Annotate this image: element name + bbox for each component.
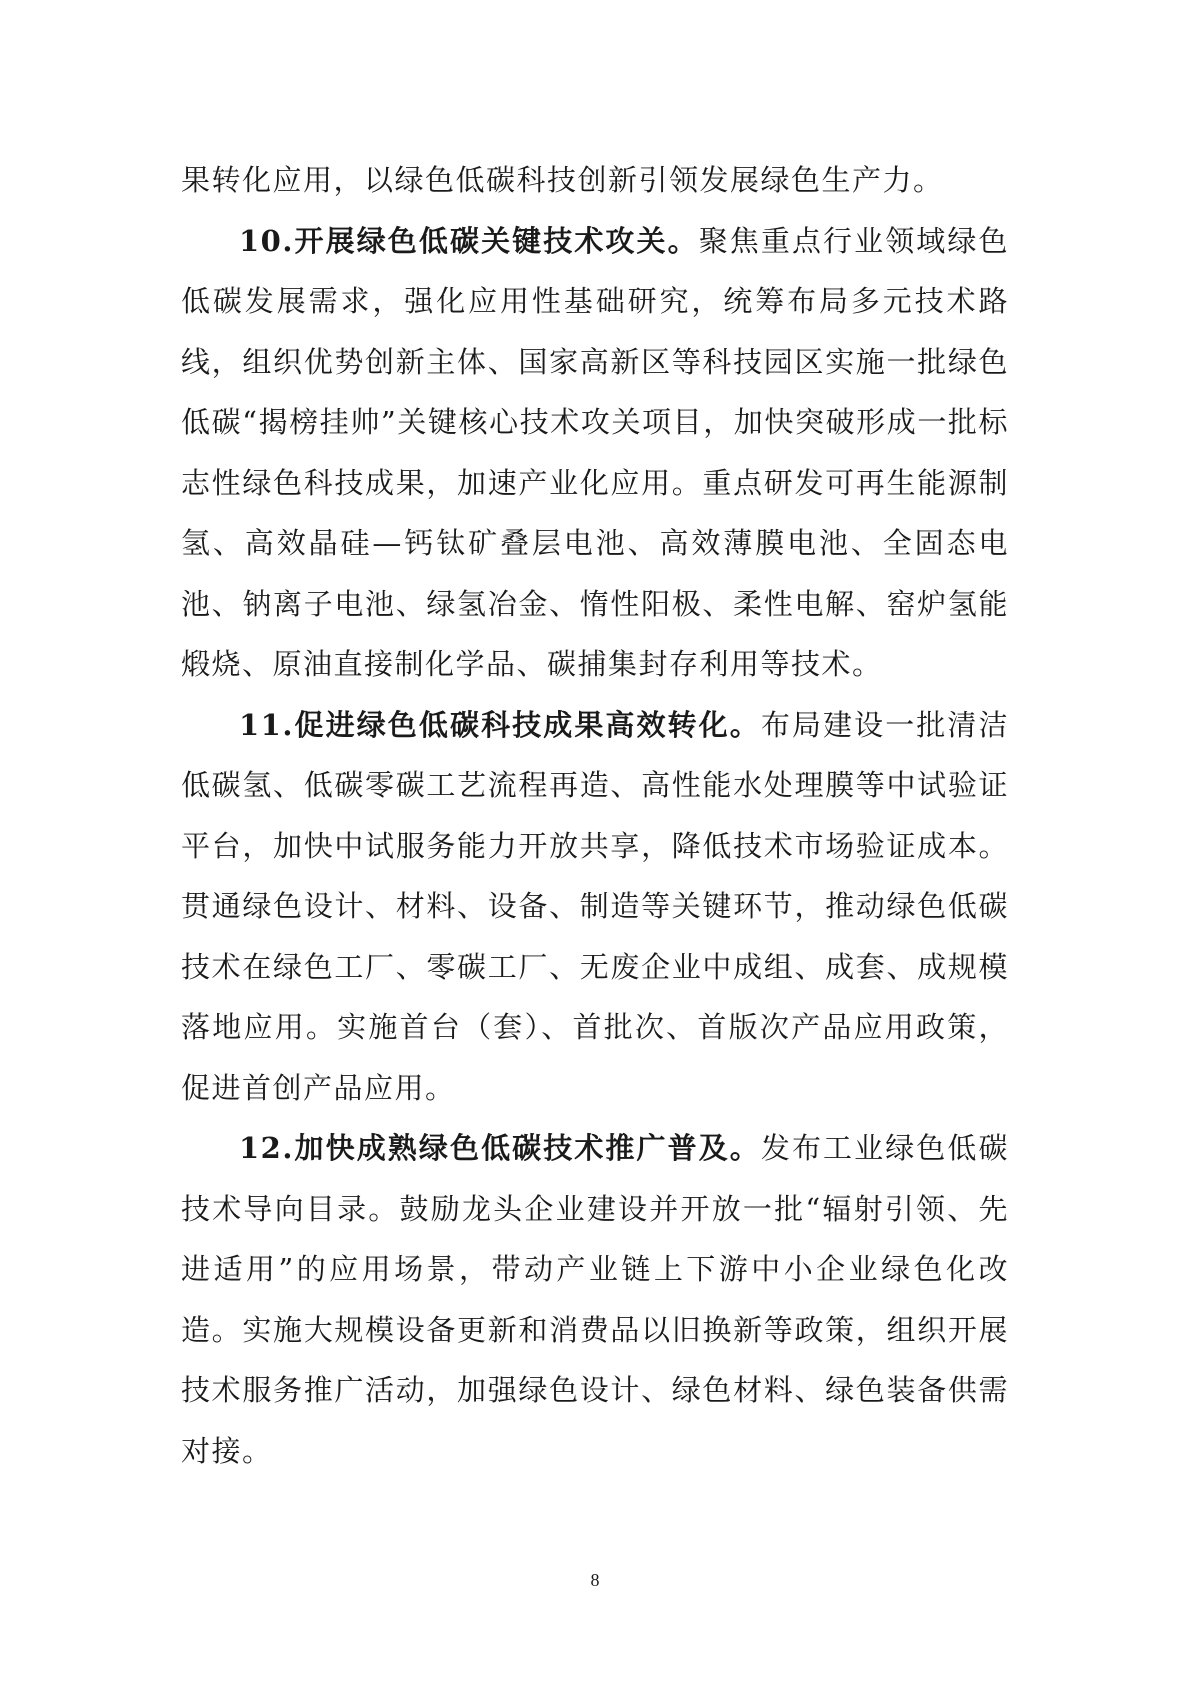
item-heading: 12.加快成熟绿色低碳技术推广普及。 (239, 1131, 761, 1165)
paragraph-body: 发布工业绿色低碳技术导向目录。鼓励龙头企业建设并开放一批“辐射引领、先进适用”的应用场景，带动产业链上下游中小企业绿色化改造。实施大规模设备更新和消费品以旧换新等政策，组织开展技术服务推广活动，加强绿色设计、绿色材料、绿色装备供需对接。 (181, 1131, 1009, 1468)
paragraph-continuation (181, 150, 1009, 211)
paragraph-item-12 (181, 1118, 1009, 1481)
paragraph-item-11 (181, 695, 1009, 1119)
paragraph-body: 布局建设一批清洁低碳氢、低碳零碳工艺流程再造、高性能水处理膜等中试验证平台，加快中试服务能力开放共享，降低技术市场验证成本。贯通绿色设计、材料、设备、制造等关键环节，推动绿色低碳技术在绿色工厂、零碳工厂、无废企业中成组、成套、成规模落地应用。实施首台（套）、首批次、首版次产品应用政策，促进首创产品应用。 (181, 707, 1009, 1105)
item-heading: 11.促进绿色低碳科技成果高效转化。 (239, 707, 761, 742)
paragraph-body: 果转化应用，以绿色低碳科技创新引领发展绿色生产力。 (181, 163, 944, 197)
paragraph-body: 聚焦重点行业领域绿色低碳发展需求，强化应用性基础研究，统筹布局多元技术路线，组织优势创新主体、国家高新区等科技园区实施一批绿色低碳“揭榜挂帅”关键核心技术攻关项目，加快突破形成一批标志性绿色科技成果，加速产业化应用。重点研发可再生能源制氢、高效晶硅—钙钛矿叠层电池、高效薄膜电池、全固态电池、钠离子电池、绿氢冶金、惰性阳极、柔性电解、窑炉氢能煅烧、原油直接制化学品、碳捕集封存利用等技术。 (181, 223, 1009, 681)
paragraph-item-10 (181, 211, 1009, 695)
item-heading: 10.开展绿色低碳关键技术攻关。 (239, 223, 699, 258)
page-number: 8 (590, 1570, 600, 1590)
body-text (181, 150, 1009, 1481)
